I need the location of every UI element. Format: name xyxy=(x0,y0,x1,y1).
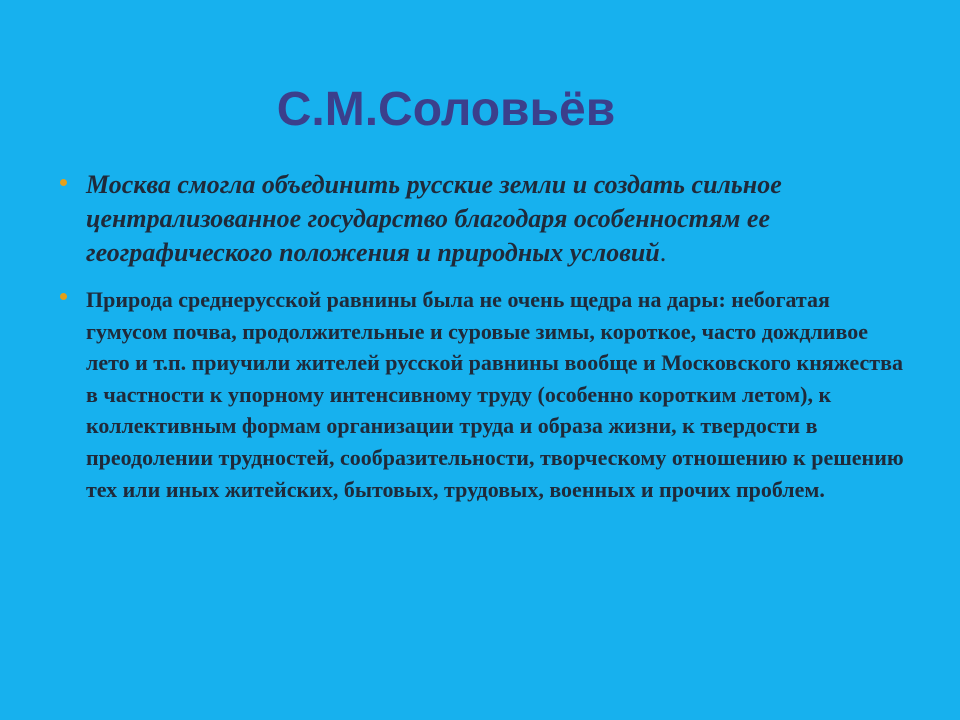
bullet-dot-icon xyxy=(60,293,67,300)
slide-title: С.М.Соловьёв xyxy=(276,83,616,136)
bullet-item xyxy=(86,284,916,505)
bullet-item xyxy=(86,168,916,270)
bullet-text: Москва смогла объединить русские земли и создать сильное централизованное государство благодаря особенностям ее географического положения и природных условий xyxy=(86,170,782,267)
bullet-dot-icon xyxy=(60,179,67,186)
bullet-text: Природа среднерусской равнины была не очень щедра на дары: небогатая гумусом почва, продолжительные и суровые зимы, короткое, часто дождливое лето и т.п. приучили жителей русской равнины вообще и Московского княжества в частности к упорному интенсивному труду (особенно коротким летом), к коллективным формам организации труда и образа жизни, к твердости в преодолении трудностей, сообразительности, творческому отношению к решению тех или иных житейских, бытовых, трудовых, военных и прочих проблем. xyxy=(86,287,904,502)
bullet-list xyxy=(86,168,916,505)
bullet-text-tail: . xyxy=(659,238,667,267)
